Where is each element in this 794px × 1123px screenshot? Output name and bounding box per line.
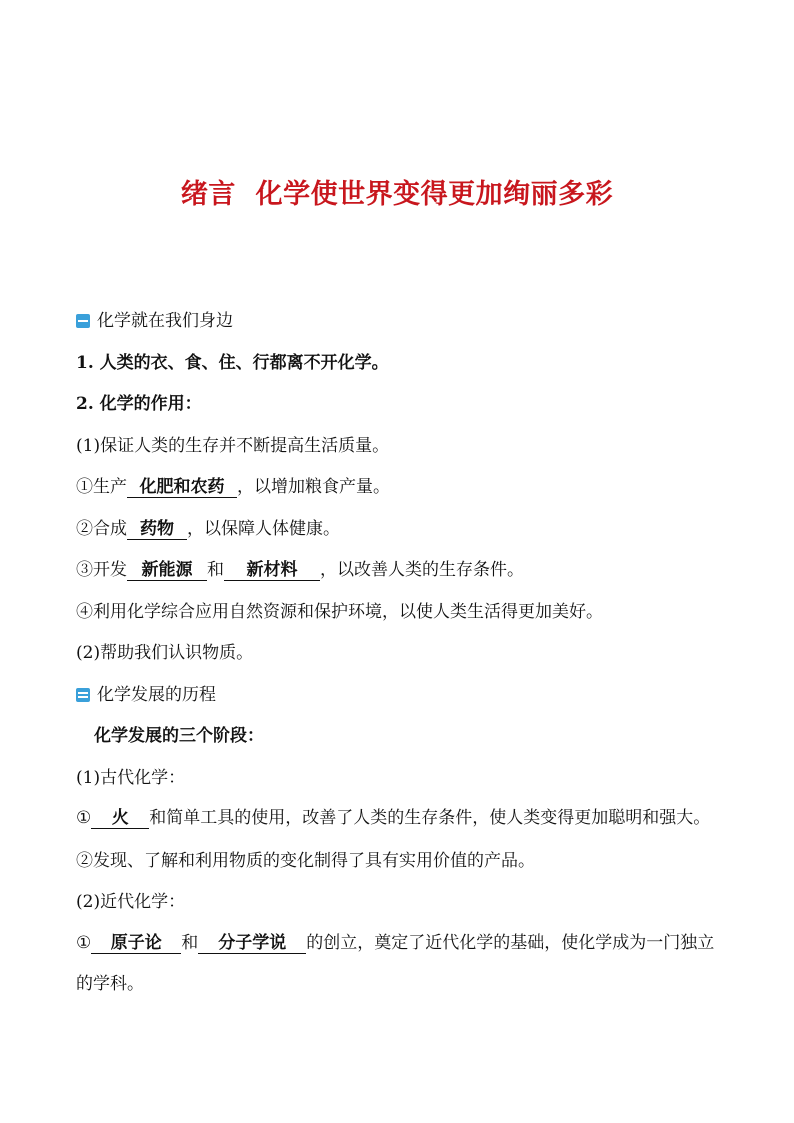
line-text: 和 xyxy=(181,932,199,953)
answer-blank: 新材料 xyxy=(224,560,320,581)
paragraph-line: (2)近代化学： xyxy=(76,892,186,912)
line-text: ① xyxy=(76,808,92,829)
fill-in-line xyxy=(76,798,722,840)
document-body xyxy=(76,310,722,1016)
line-text: ②合成 xyxy=(76,518,127,539)
paragraph-line: 化学发展的三个阶段： xyxy=(94,726,264,746)
paragraph-line: ②发现、了解和利用物质的变化制得了具有实用价值的产品。 xyxy=(76,850,535,871)
answer-blank: 新能源 xyxy=(127,560,207,581)
fill-in-line xyxy=(76,476,722,498)
page-title: 绪言 化学使世界变得更加绚丽多彩 xyxy=(180,179,614,210)
paragraph-line: (1)保证人类的生存并不断提高生活质量。 xyxy=(76,435,390,456)
section-heading-2 xyxy=(76,684,722,706)
answer-blank: 分子学说 xyxy=(198,933,306,954)
answer-blank: 火 xyxy=(91,808,149,829)
line-text: ，以增加粮食产量。 xyxy=(237,477,390,497)
section-heading-1 xyxy=(76,310,722,332)
section-marker-two-icon xyxy=(76,688,90,702)
paragraph-line: 2. 化学的作用： xyxy=(76,394,202,414)
line-text: ，以改善人类的生存条件。 xyxy=(320,560,524,580)
paragraph-line: (1)古代化学： xyxy=(76,767,186,788)
fill-in-line xyxy=(76,923,722,1006)
section-marker-one-icon xyxy=(76,314,90,328)
line-text: 和简单工具的使用，改善了人类的生存条件，使人类变得更加聪明和强大。 xyxy=(149,808,711,829)
answer-blank: 药物 xyxy=(127,519,187,540)
section-heading-text: 化学发展的历程 xyxy=(97,684,216,705)
fill-in-line xyxy=(76,559,722,581)
line-text: ，以保障人体健康。 xyxy=(187,518,340,539)
paragraph-line: 1. 人类的衣、食、住、行都离不开化学。 xyxy=(76,352,389,373)
line-text: 的创立，奠定了近代化学的基础，使化学成为一门独立的学科。 xyxy=(76,932,715,995)
paragraph-line: (2)帮助我们认识物质。 xyxy=(76,643,254,663)
line-text: ① xyxy=(76,932,92,953)
answer-blank: 化肥和农药 xyxy=(127,477,237,498)
section-heading-text: 化学就在我们身边 xyxy=(97,311,233,331)
line-text: 和 xyxy=(207,560,224,580)
line-text: ③开发 xyxy=(76,560,127,580)
answer-blank: 原子论 xyxy=(91,933,181,954)
paragraph-line: ④利用化学综合应用自然资源和保护环境，以使人类生活得更加美好。 xyxy=(76,601,603,622)
line-text: ①生产 xyxy=(76,477,127,497)
fill-in-line xyxy=(76,518,722,540)
